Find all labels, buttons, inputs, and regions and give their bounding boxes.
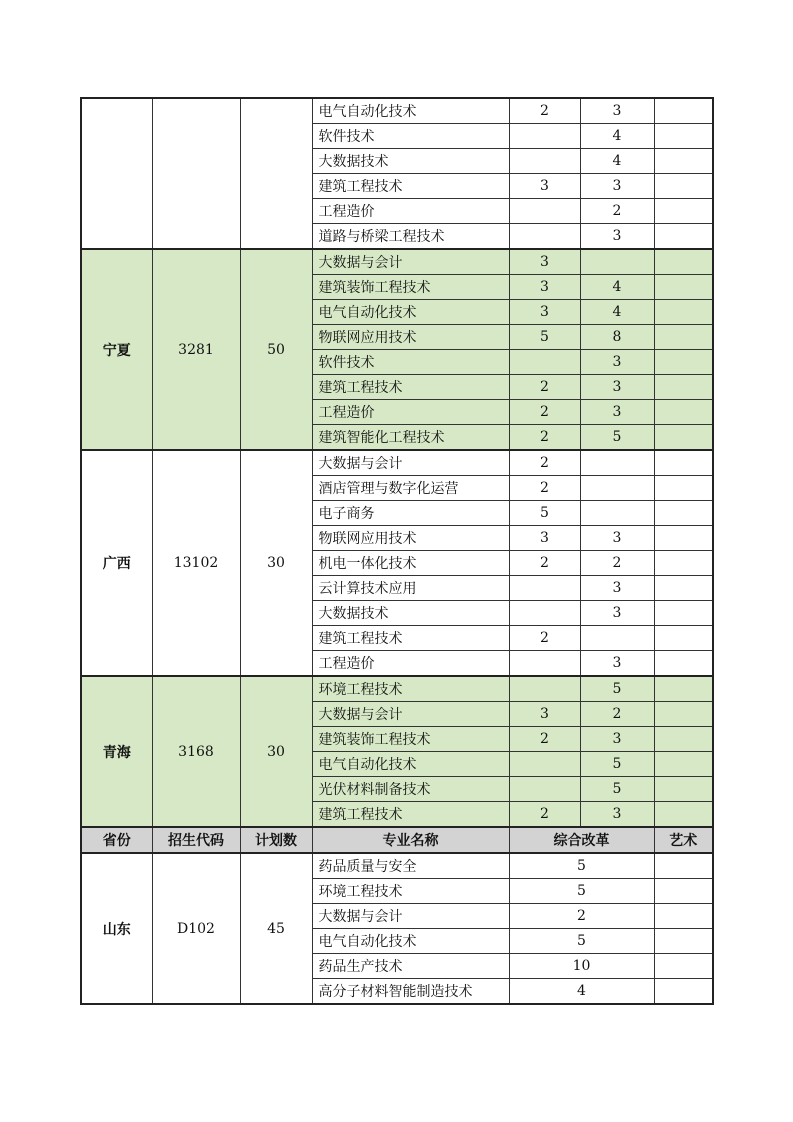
- count-a-cell: 2: [509, 551, 580, 576]
- major-cell: 建筑工程技术: [312, 626, 509, 651]
- count-c-cell: [654, 325, 713, 350]
- major-cell: 大数据与会计: [312, 702, 509, 727]
- count-b-cell: [580, 450, 654, 476]
- count-a-cell: 2: [509, 375, 580, 400]
- count-a-cell: 2: [509, 98, 580, 124]
- table-row: [81, 853, 713, 879]
- province-cell: 宁夏: [81, 249, 152, 450]
- major-cell: 云计算技术应用: [312, 576, 509, 601]
- header-code: 招生代码: [152, 827, 240, 853]
- reform-cell: 10: [509, 954, 654, 979]
- major-cell: 工程造价: [312, 651, 509, 677]
- count-a-cell: [509, 350, 580, 375]
- count-a-cell: [509, 651, 580, 677]
- major-cell: 光伏材料制备技术: [312, 777, 509, 802]
- count-c-cell: [654, 501, 713, 526]
- province-cell: [81, 98, 152, 249]
- count-c-cell: [654, 802, 713, 828]
- count-a-cell: [509, 199, 580, 224]
- major-cell: 大数据与会计: [312, 249, 509, 275]
- count-a-cell: 5: [509, 501, 580, 526]
- count-b-cell: 2: [580, 199, 654, 224]
- major-cell: 道路与桥梁工程技术: [312, 224, 509, 250]
- count-c-cell: [654, 98, 713, 124]
- count-b-cell: 3: [580, 802, 654, 828]
- count-a-cell: 2: [509, 476, 580, 501]
- count-a-cell: [509, 149, 580, 174]
- count-b-cell: 3: [580, 98, 654, 124]
- count-a-cell: 3: [509, 702, 580, 727]
- count-b-cell: 5: [580, 676, 654, 702]
- count-a-cell: 2: [509, 450, 580, 476]
- count-b-cell: 4: [580, 124, 654, 149]
- count-b-cell: 3: [580, 350, 654, 375]
- major-cell: 软件技术: [312, 350, 509, 375]
- count-b-cell: 3: [580, 651, 654, 677]
- count-b-cell: [580, 476, 654, 501]
- count-b-cell: 4: [580, 300, 654, 325]
- major-cell: 大数据与会计: [312, 450, 509, 476]
- code-cell: 3168: [152, 676, 240, 827]
- major-cell: 电气自动化技术: [312, 300, 509, 325]
- count-c-cell: [654, 601, 713, 626]
- count-a-cell: [509, 601, 580, 626]
- reform-cell: 2: [509, 904, 654, 929]
- major-cell: 工程造价: [312, 400, 509, 425]
- count-b-cell: 3: [580, 174, 654, 199]
- count-c-cell: [654, 375, 713, 400]
- reform-cell: 5: [509, 929, 654, 954]
- art-cell: [654, 879, 713, 904]
- art-cell: [654, 904, 713, 929]
- count-a-cell: [509, 676, 580, 702]
- count-c-cell: [654, 450, 713, 476]
- major-cell: 电气自动化技术: [312, 929, 509, 954]
- major-cell: 物联网应用技术: [312, 325, 509, 350]
- major-cell: 建筑工程技术: [312, 375, 509, 400]
- major-cell: 电气自动化技术: [312, 98, 509, 124]
- count-b-cell: 3: [580, 224, 654, 250]
- count-a-cell: 3: [509, 275, 580, 300]
- count-c-cell: [654, 702, 713, 727]
- major-cell: 工程造价: [312, 199, 509, 224]
- province-cell: 青海: [81, 676, 152, 827]
- count-b-cell: [580, 626, 654, 651]
- table-row: [81, 249, 713, 275]
- count-a-cell: [509, 576, 580, 601]
- count-b-cell: 3: [580, 576, 654, 601]
- count-a-cell: 2: [509, 400, 580, 425]
- count-b-cell: 4: [580, 149, 654, 174]
- count-c-cell: [654, 350, 713, 375]
- count-c-cell: [654, 400, 713, 425]
- art-cell: [654, 979, 713, 1005]
- reform-cell: 4: [509, 979, 654, 1005]
- count-c-cell: [654, 300, 713, 325]
- count-a-cell: 2: [509, 727, 580, 752]
- province-cell: 广西: [81, 450, 152, 676]
- count-c-cell: [654, 576, 713, 601]
- major-cell: 建筑装饰工程技术: [312, 727, 509, 752]
- plan-cell: 30: [240, 676, 312, 827]
- plan-cell: 50: [240, 249, 312, 450]
- reform-cell: 5: [509, 853, 654, 879]
- major-cell: 酒店管理与数字化运营: [312, 476, 509, 501]
- count-c-cell: [654, 526, 713, 551]
- header-art: 艺术: [654, 827, 713, 853]
- major-cell: 环境工程技术: [312, 879, 509, 904]
- count-b-cell: 8: [580, 325, 654, 350]
- major-cell: 软件技术: [312, 124, 509, 149]
- header-province: 省份: [81, 827, 152, 853]
- count-b-cell: 2: [580, 551, 654, 576]
- count-b-cell: 3: [580, 375, 654, 400]
- count-b-cell: 3: [580, 727, 654, 752]
- table-row: [81, 676, 713, 702]
- count-b-cell: 5: [580, 425, 654, 451]
- major-cell: 建筑智能化工程技术: [312, 425, 509, 451]
- reform-cell: 5: [509, 879, 654, 904]
- count-b-cell: 4: [580, 275, 654, 300]
- major-cell: 电子商务: [312, 501, 509, 526]
- count-b-cell: 3: [580, 601, 654, 626]
- count-b-cell: 3: [580, 526, 654, 551]
- art-cell: [654, 954, 713, 979]
- count-c-cell: [654, 476, 713, 501]
- header-reform: 综合改革: [509, 827, 654, 853]
- count-c-cell: [654, 425, 713, 451]
- major-cell: 高分子材料智能制造技术: [312, 979, 509, 1005]
- major-cell: 建筑工程技术: [312, 174, 509, 199]
- count-a-cell: 5: [509, 325, 580, 350]
- plan-cell: [240, 98, 312, 249]
- art-cell: [654, 929, 713, 954]
- count-b-cell: [580, 501, 654, 526]
- major-cell: 环境工程技术: [312, 676, 509, 702]
- code-cell: [152, 98, 240, 249]
- header-row: [81, 827, 713, 853]
- major-cell: 建筑工程技术: [312, 802, 509, 828]
- count-a-cell: 2: [509, 626, 580, 651]
- count-b-cell: 5: [580, 777, 654, 802]
- count-c-cell: [654, 199, 713, 224]
- count-c-cell: [654, 124, 713, 149]
- count-b-cell: 5: [580, 752, 654, 777]
- count-a-cell: [509, 777, 580, 802]
- code-cell: 13102: [152, 450, 240, 676]
- count-b-cell: 2: [580, 702, 654, 727]
- count-a-cell: 3: [509, 526, 580, 551]
- count-c-cell: [654, 777, 713, 802]
- count-c-cell: [654, 676, 713, 702]
- count-a-cell: 3: [509, 174, 580, 199]
- art-cell: [654, 853, 713, 879]
- major-cell: 大数据与会计: [312, 904, 509, 929]
- count-c-cell: [654, 752, 713, 777]
- count-a-cell: 3: [509, 300, 580, 325]
- province-cell: 山东: [81, 853, 152, 1004]
- major-cell: 药品生产技术: [312, 954, 509, 979]
- count-c-cell: [654, 727, 713, 752]
- count-a-cell: [509, 124, 580, 149]
- major-cell: 大数据技术: [312, 149, 509, 174]
- major-cell: 建筑装饰工程技术: [312, 275, 509, 300]
- count-c-cell: [654, 626, 713, 651]
- major-cell: 机电一体化技术: [312, 551, 509, 576]
- plan-cell: 30: [240, 450, 312, 676]
- major-cell: 电气自动化技术: [312, 752, 509, 777]
- code-cell: 3281: [152, 249, 240, 450]
- plan-cell: 45: [240, 853, 312, 1004]
- header-plan: 计划数: [240, 827, 312, 853]
- enrollment-table-sheet: [80, 97, 714, 1005]
- count-a-cell: 3: [509, 249, 580, 275]
- count-a-cell: 2: [509, 802, 580, 828]
- table-row: [81, 98, 713, 124]
- major-cell: 大数据技术: [312, 601, 509, 626]
- count-c-cell: [654, 651, 713, 677]
- count-a-cell: [509, 224, 580, 250]
- table-row: [81, 450, 713, 476]
- major-cell: 药品质量与安全: [312, 853, 509, 879]
- header-major: 专业名称: [312, 827, 509, 853]
- count-c-cell: [654, 249, 713, 275]
- major-cell: 物联网应用技术: [312, 526, 509, 551]
- table-body: [81, 98, 713, 1004]
- count-c-cell: [654, 224, 713, 250]
- count-c-cell: [654, 174, 713, 199]
- count-a-cell: 2: [509, 425, 580, 451]
- code-cell: D102: [152, 853, 240, 1004]
- count-a-cell: [509, 752, 580, 777]
- enrollment-plan-table: [80, 97, 714, 1005]
- count-c-cell: [654, 149, 713, 174]
- count-c-cell: [654, 551, 713, 576]
- count-b-cell: 3: [580, 400, 654, 425]
- count-b-cell: [580, 249, 654, 275]
- count-c-cell: [654, 275, 713, 300]
